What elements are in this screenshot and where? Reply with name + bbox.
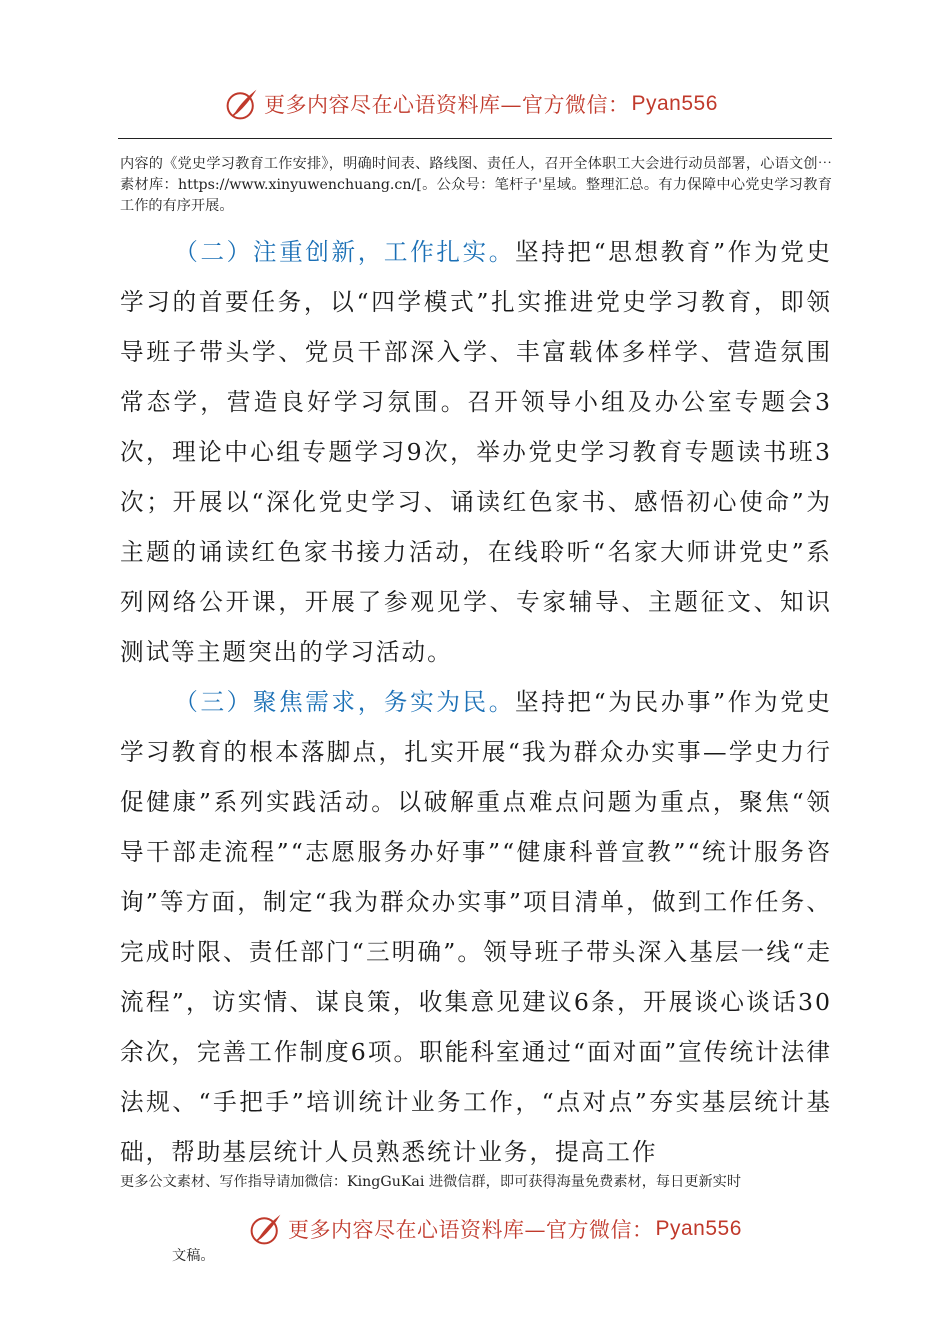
body-paragraph [120, 227, 832, 677]
quill-pen-icon [248, 1211, 284, 1247]
document-body [120, 227, 832, 1177]
watermark-text: 更多内容尽在心语资料库—官方微信： [288, 1218, 654, 1242]
footer-watermark [248, 1209, 742, 1249]
section-heading: （三）聚焦需求，务实为民。 [174, 688, 515, 716]
paragraph-text: 坚持把“思想教育”作为党史学习的首要任务，以“四学模式”扎实推进党史学习教育，即领导班子带头学、党员干部深入学、丰富载体多样学、营造氛围常态学，营造良好学习氛围。召开领导小组及办公室专题会3次，理论中心组专题学习9次，举办党史学习教育专题读书班3次；开展以“深化党史学习、诵读红色家书、感悟初心使命”为主题的诵读红色家书接力活动，在线聆听“名家大师讲党史”系列网络公开课，开展了参观见学、专家辅导、主题征文、知识测试等主题突出的学习活动。 [120, 238, 833, 666]
quill-pen-icon [224, 86, 260, 122]
body-paragraph [120, 677, 832, 1177]
footer-note-tail: 文稿。 [172, 1248, 215, 1264]
header-watermark [224, 84, 718, 124]
watermark-text: 更多内容尽在心语资料库—官方微信： [264, 93, 630, 117]
watermark-brand-id: Pyan556 [655, 1217, 742, 1240]
watermark-brand-id: Pyan556 [631, 92, 718, 115]
paragraph-text: 坚持把“为民办事”作为党史学习教育的根本落脚点，扎实开展“我为群众办实事—学史力行促健康”系列实践活动。以破解重点难点问题为重点，聚焦“领导干部走流程”“志愿服务办好事”“健康科普宣教”“统计服务咨询”等方面，制定“我为群众办实事”项目清单，做到工作任务、完成时限、责任部门“三明确”。领导班子带头深入基层一线“走流程”，访实情、谋良策，收集意见建议6条，开展谈心谈话30余次，完善工作制度6项。职能科室通过“面对面”宣传统计法律法规、“手把手”培训统计业务工作，“点对点”夯实基层统计基础，帮助基层统计人员熟悉统计业务，提高工作 [120, 688, 833, 1166]
section-heading: （二）注重创新，工作扎实。 [174, 238, 515, 266]
header-divider [118, 138, 832, 139]
footer-note: 更多公文素材、写作指导请加微信：KingGuKai 进微信群，即可获得海量免费素材，每日更新实时 [120, 1174, 742, 1190]
carry-over-paragraph: 内容的《党史学习教育工作安排》，明确时间表、路线图、责任人，召开全体职工大会进行动员部署，心语文创⋯素材库：https://www.xinyuwenchuang.cn/[。公众号：笔杆子'星域。整理汇总。有力保障中心党史学习教育工作的有序开展。 [120, 156, 832, 214]
